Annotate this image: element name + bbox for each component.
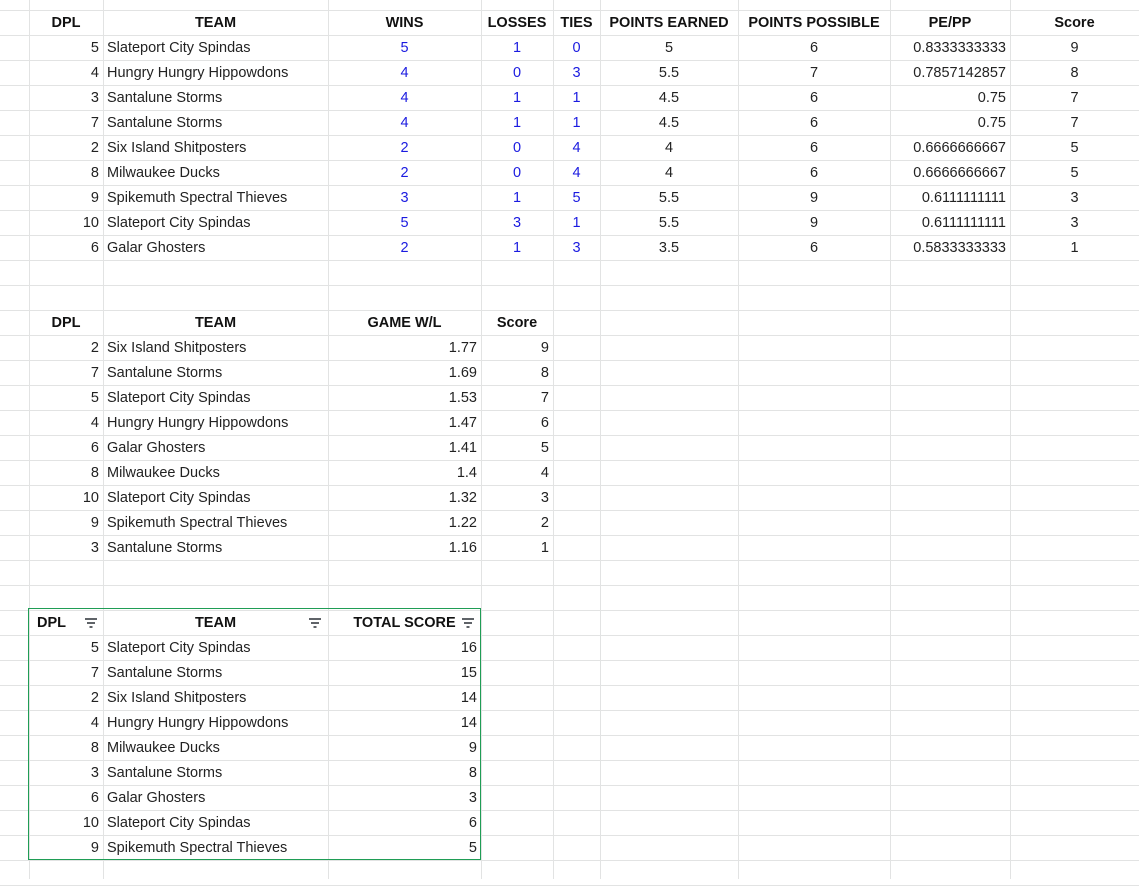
header-ties[interactable]: TIES [560,14,593,31]
table3-cell-team[interactable]: Santalune Storms [107,664,223,681]
table2-header-dpl[interactable]: DPL [51,314,81,331]
table2-header-score[interactable]: Score [496,314,538,331]
total-score-filter-icon[interactable] [461,618,475,630]
filter-icon-bar [90,626,93,628]
cell-ties[interactable]: 3 [572,64,581,81]
table3-cell-dpl[interactable]: 9 [90,839,99,856]
cell-ties[interactable]: 3 [572,239,581,256]
cell-points-earned[interactable]: 4.5 [658,89,680,106]
table3-cell-dpl[interactable]: 8 [90,739,99,756]
table2-cell-score[interactable]: 5 [540,439,549,456]
cell-pe-pp[interactable]: 0.6666666667 [913,139,1006,156]
table2-cell-score[interactable]: 4 [540,464,549,481]
table2-cell-score[interactable]: 2 [540,514,549,531]
cell-pe-pp[interactable]: 0.6111111111 [921,214,1006,231]
cell-points-possible[interactable]: 9 [809,189,819,206]
cell-team[interactable]: Slateport City Spindas [107,39,251,56]
cell-ties[interactable]: 1 [572,89,581,106]
table3-header-total-score[interactable]: TOTAL SCORE [353,614,456,631]
cell-points-earned[interactable]: 5.5 [658,189,680,206]
table2-cell-team[interactable]: Santalune Storms [107,539,223,556]
cell-wins[interactable]: 4 [400,114,409,131]
filter-icon-bar [462,618,474,620]
cell-wins[interactable]: 4 [400,89,409,106]
cell-score[interactable]: 1 [1070,239,1079,256]
cell-dpl[interactable]: 10 [82,214,99,231]
table2-cell-game-wl[interactable]: 1.53 [448,389,477,406]
cell-points-possible[interactable]: 6 [809,39,819,56]
team-filter-icon[interactable] [308,618,322,630]
table2-cell-team[interactable]: Spikemuth Spectral Thieves [107,514,288,531]
cell-team[interactable]: Slateport City Spindas [107,214,251,231]
cell-points-earned[interactable]: 4.5 [658,114,680,131]
header-pe-pp[interactable]: PE/PP [928,14,972,31]
table3-cell-total-score[interactable]: 14 [460,714,477,731]
table2-cell-dpl[interactable]: 2 [90,339,99,356]
cell-points-possible[interactable]: 6 [809,89,819,106]
cell-losses[interactable]: 0 [512,139,522,156]
table3-cell-dpl[interactable]: 6 [90,789,99,806]
cell-losses[interactable]: 0 [512,64,522,81]
cell-team[interactable]: Milwaukee Ducks [107,164,220,181]
cell-team[interactable]: Santalune Storms [107,114,223,131]
table2-cell-team[interactable]: Milwaukee Ducks [107,464,220,481]
cell-ties[interactable]: 4 [572,139,581,156]
table2-cell-dpl[interactable]: 3 [90,539,99,556]
cell-team[interactable]: Six Island Shitposters [107,139,247,156]
cell-score[interactable]: 9 [1070,39,1079,56]
cell-wins[interactable]: 4 [400,64,409,81]
cell-ties[interactable]: 5 [572,189,581,206]
cell-points-possible[interactable]: 6 [809,139,819,156]
table3-cell-team[interactable]: Galar Ghosters [107,789,206,806]
table2-header-game-wl[interactable]: GAME W/L [367,314,442,331]
table2-cell-dpl[interactable]: 8 [90,464,99,481]
cell-team[interactable]: Galar Ghosters [107,239,206,256]
cell-wins[interactable]: 2 [400,239,409,256]
table3-cell-total-score[interactable]: 3 [468,789,477,806]
table3-cell-team[interactable]: Slateport City Spindas [107,814,251,831]
cell-points-possible[interactable]: 7 [809,64,819,81]
table3-cell-dpl[interactable]: 3 [90,764,99,781]
table3-cell-team[interactable]: Milwaukee Ducks [107,739,220,756]
table3-cell-total-score[interactable]: 6 [468,814,477,831]
table3-cell-total-score[interactable]: 14 [460,689,477,706]
header-wins[interactable]: WINS [385,14,424,31]
table3-cell-team[interactable]: Spikemuth Spectral Thieves [107,839,288,856]
table3-cell-dpl[interactable]: 10 [82,814,99,831]
dpl-filter-icon[interactable] [84,618,98,630]
cell-points-earned[interactable]: 5.5 [658,64,680,81]
table2-cell-game-wl[interactable]: 1.69 [448,364,477,381]
table2-cell-game-wl[interactable]: 1.4 [456,464,477,481]
cell-pe-pp[interactable]: 0.6666666667 [913,164,1006,181]
cell-dpl[interactable]: 6 [90,239,99,256]
table2-cell-dpl[interactable]: 7 [90,364,99,381]
cell-losses[interactable]: 1 [512,239,522,256]
cell-losses[interactable]: 1 [512,114,522,131]
header-losses[interactable]: LOSSES [487,14,547,31]
cell-dpl[interactable]: 7 [90,114,99,131]
filter-icon-bar [311,622,319,624]
table2-cell-score[interactable]: 6 [540,414,549,431]
table3-cell-dpl[interactable]: 2 [90,689,99,706]
cell-losses[interactable]: 3 [512,214,522,231]
table3-cell-team[interactable]: Santalune Storms [107,764,223,781]
cell-ties[interactable]: 1 [572,114,581,131]
table3-cell-total-score[interactable]: 9 [468,739,477,756]
header-points-possible[interactable]: POINTS POSSIBLE [748,14,880,31]
table2-cell-team[interactable]: Santalune Storms [107,364,223,381]
cell-ties[interactable]: 0 [572,39,581,56]
filter-icon-bar [85,618,97,620]
cell-pe-pp[interactable]: 0.8333333333 [913,39,1006,56]
header-dpl[interactable]: DPL [51,14,81,31]
cell-score[interactable]: 3 [1070,189,1079,206]
cell-wins[interactable]: 5 [400,39,409,56]
table3-cell-team[interactable]: Six Island Shitposters [107,689,247,706]
cell-score[interactable]: 8 [1070,64,1079,81]
table2-cell-score[interactable]: 8 [540,364,549,381]
table3-cell-total-score[interactable]: 15 [460,664,477,681]
table2-cell-game-wl[interactable]: 1.47 [448,414,477,431]
table3-cell-team[interactable]: Slateport City Spindas [107,639,251,656]
table2-cell-team[interactable]: Galar Ghosters [107,439,206,456]
table2-header-team[interactable]: TEAM [194,314,237,331]
table2-cell-team[interactable]: Slateport City Spindas [107,489,251,506]
table3-cell-team[interactable]: Hungry Hungry Hippowdons [107,714,289,731]
table3-cell-dpl[interactable]: 4 [90,714,99,731]
table2-cell-game-wl[interactable]: 1.77 [448,339,477,356]
cell-score[interactable]: 7 [1070,89,1079,106]
table2-cell-team[interactable]: Six Island Shitposters [107,339,247,356]
cell-team[interactable]: Santalune Storms [107,89,223,106]
table2-cell-dpl[interactable]: 4 [90,414,99,431]
table2-cell-game-wl[interactable]: 1.32 [448,489,477,506]
cell-ties[interactable]: 1 [572,214,581,231]
table2-cell-score[interactable]: 3 [540,489,549,506]
table3-cell-total-score[interactable]: 16 [460,639,477,656]
cell-points-possible[interactable]: 6 [809,164,819,181]
filter-icon-bar [309,618,321,620]
table2-cell-game-wl[interactable]: 1.22 [448,514,477,531]
cell-dpl[interactable]: 3 [90,89,99,106]
cell-ties[interactable]: 4 [572,164,581,181]
cell-dpl[interactable]: 5 [90,39,99,56]
cell-wins[interactable]: 5 [400,214,409,231]
filter-icon-bar [464,622,472,624]
cell-points-possible[interactable]: 9 [809,214,819,231]
cell-wins[interactable]: 3 [400,189,409,206]
table3-header-dpl[interactable]: DPL [37,614,66,631]
cell-points-earned[interactable]: 5 [664,39,674,56]
table2-cell-team[interactable]: Slateport City Spindas [107,389,251,406]
cell-dpl[interactable]: 8 [90,164,99,181]
header-score[interactable]: Score [1054,14,1095,31]
cell-points-possible[interactable]: 6 [809,239,819,256]
cell-score[interactable]: 5 [1070,139,1079,156]
cell-pe-pp[interactable]: 0.7857142857 [913,64,1006,81]
cell-losses[interactable]: 1 [512,189,522,206]
cell-team[interactable]: Hungry Hungry Hippowdons [107,64,289,81]
cell-pe-pp[interactable]: 0.75 [977,114,1006,131]
filter-icon-bar [87,622,95,624]
cell-score[interactable]: 7 [1070,114,1079,131]
cell-losses[interactable]: 0 [512,164,522,181]
table2-cell-score[interactable]: 1 [540,539,549,556]
cell-points-earned[interactable]: 4 [664,139,674,156]
table3-header-team[interactable]: TEAM [194,614,237,631]
cell-pe-pp[interactable]: 0.75 [977,89,1006,106]
table3-cell-dpl[interactable]: 5 [90,639,99,656]
header-points-earned[interactable]: POINTS EARNED [609,14,729,31]
table2-cell-score[interactable]: 7 [540,389,549,406]
gridline-row [0,585,1139,586]
table3-cell-total-score[interactable]: 5 [468,839,477,856]
table2-cell-dpl[interactable]: 6 [90,439,99,456]
cell-score[interactable]: 3 [1070,214,1079,231]
cell-points-earned[interactable]: 4 [664,164,674,181]
cell-points-earned[interactable]: 5.5 [658,214,680,231]
table2-cell-team[interactable]: Hungry Hungry Hippowdons [107,414,289,431]
cell-points-possible[interactable]: 6 [809,114,819,131]
table2-cell-game-wl[interactable]: 1.41 [448,439,477,456]
cell-pe-pp[interactable]: 0.6111111111 [921,189,1006,206]
cell-dpl[interactable]: 9 [90,189,99,206]
cell-losses[interactable]: 1 [512,89,522,106]
header-team[interactable]: TEAM [194,14,237,31]
cell-score[interactable]: 5 [1070,164,1079,181]
cell-points-earned[interactable]: 3.5 [658,239,680,256]
table3-cell-dpl[interactable]: 7 [90,664,99,681]
cell-wins[interactable]: 2 [400,164,409,181]
cell-wins[interactable]: 2 [400,139,409,156]
filter-icon-bar [467,626,470,628]
table3-cell-total-score[interactable]: 8 [468,764,477,781]
filter-icon-bar [314,626,317,628]
gridline-row [0,285,1139,286]
table2-cell-dpl[interactable]: 9 [90,514,99,531]
table2-cell-score[interactable]: 9 [540,339,549,356]
cell-dpl[interactable]: 4 [90,64,99,81]
table2-cell-dpl[interactable]: 5 [90,389,99,406]
cell-losses[interactable]: 1 [512,39,522,56]
cell-team[interactable]: Spikemuth Spectral Thieves [107,189,288,206]
cell-pe-pp[interactable]: 0.5833333333 [913,239,1006,256]
table2-cell-game-wl[interactable]: 1.16 [448,539,477,556]
cell-dpl[interactable]: 2 [90,139,99,156]
table2-cell-dpl[interactable]: 10 [82,489,99,506]
